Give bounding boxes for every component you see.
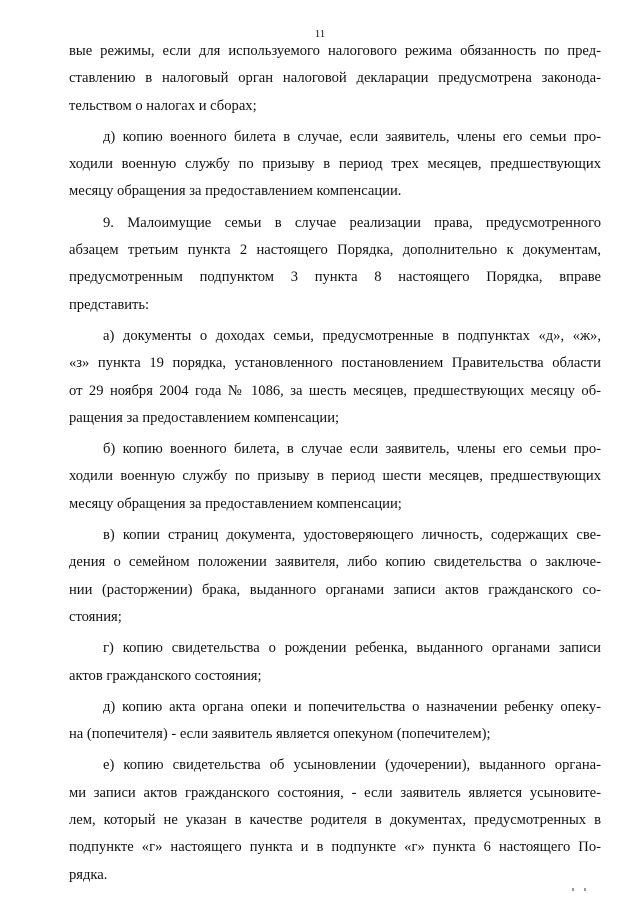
document-body (69, 38, 601, 889)
text-line: вые режимы, если для используемого налогового режима обязанность по пред- (69, 43, 601, 59)
text-line: представить: (69, 296, 150, 313)
text-line: лем, который не указан в качестве родителя в документах, предусмотренных в (69, 812, 601, 829)
text-line: от 29 ноября 2004 года № 1086, за шесть месяцев, предшествующих месяцу об- (69, 382, 601, 399)
scan-artifact-mark (572, 888, 574, 891)
text-line: ращения за предоставлением компенсации; (69, 409, 340, 426)
scan-artifact (570, 888, 588, 891)
text-line: подпункте «г» настоящего пункта и в подпункте «г» пункта 6 настоящего По- (69, 839, 601, 856)
text-line: стояния; (69, 608, 122, 625)
text-line: нии (расторжении) брака, выданного органами записи актов гражданского со- (69, 581, 601, 598)
paragraph-item-e-adoption-certificate (69, 752, 601, 888)
text-line: а) документы о доходах семьи, предусмотренные в подпунктах «д», «ж», (103, 327, 601, 344)
text-line: е) копию свидетельства об усыновлении (удочерении), выданного органа- (103, 757, 601, 774)
paragraph-item-v-identity-pages (69, 522, 601, 631)
paragraph-item-d-military-id (69, 124, 601, 206)
text-line: предусмотренным подпунктом 3 пункта 8 настоящего Порядка, вправе (69, 269, 601, 286)
text-line: ходили военную службу по призыву в период трех месяцев, предшествующих (69, 156, 601, 173)
text-line: ходили военную службу по призыву в период шести месяцев, предшествующих (69, 468, 601, 485)
paragraph-item-a-income-docs (69, 323, 601, 432)
text-line: б) копию военного билета, в случае если заявитель, члены его семьи про- (103, 441, 601, 458)
text-line: д) копию акта органа опеки и попечительства о назначении ребенку опеку- (103, 698, 601, 715)
text-line: ми записи актов гражданского состояния, - если заявитель является усыновите- (69, 784, 601, 801)
text-line: ставлению в налоговый орган налоговой декларации предусмотрена законода- (69, 70, 601, 87)
paragraph-clause-9 (69, 210, 601, 319)
paragraph-item-g-birth-certificate (69, 635, 601, 690)
text-line: месяцу обращения за предоставлением компенсации; (69, 495, 402, 512)
scan-artifact-mark (584, 888, 586, 891)
text-line: «з» пункта 19 порядка, установленного постановлением Правительства области (69, 355, 601, 372)
text-line: 9. Малоимущие семьи в случае реализации права, предусмотренного (103, 214, 601, 231)
text-line: на (попечителя) - если заявитель является опекуном (попечителем); (69, 726, 491, 743)
text-line: дения о семейном положении заявителя, либо копию свидетельства о заключе- (69, 554, 601, 571)
text-line: д) копию военного билета в случае, если заявитель, члены его семьи про- (103, 128, 601, 145)
text-line: актов гражданского состояния; (69, 667, 262, 684)
paragraph-continuation (69, 38, 601, 120)
text-line: тельством о налогах и сборах; (69, 97, 257, 114)
text-line: г) копию свидетельства о рождении ребенка, выданного органами записи (103, 640, 601, 657)
text-line: абзацем третьим пункта 2 настоящего Порядка, дополнительно к документам, (69, 242, 601, 259)
text-line: месяцу обращения за предоставлением компенсации. (69, 183, 402, 200)
text-line: в) копии страниц документа, удостоверяющего личность, содержащих све- (103, 527, 601, 544)
page-number: 11 (314, 28, 326, 40)
paragraph-item-d-guardianship-act (69, 694, 601, 749)
paragraph-item-b-military-id (69, 436, 601, 518)
text-line: рядка. (69, 866, 108, 883)
